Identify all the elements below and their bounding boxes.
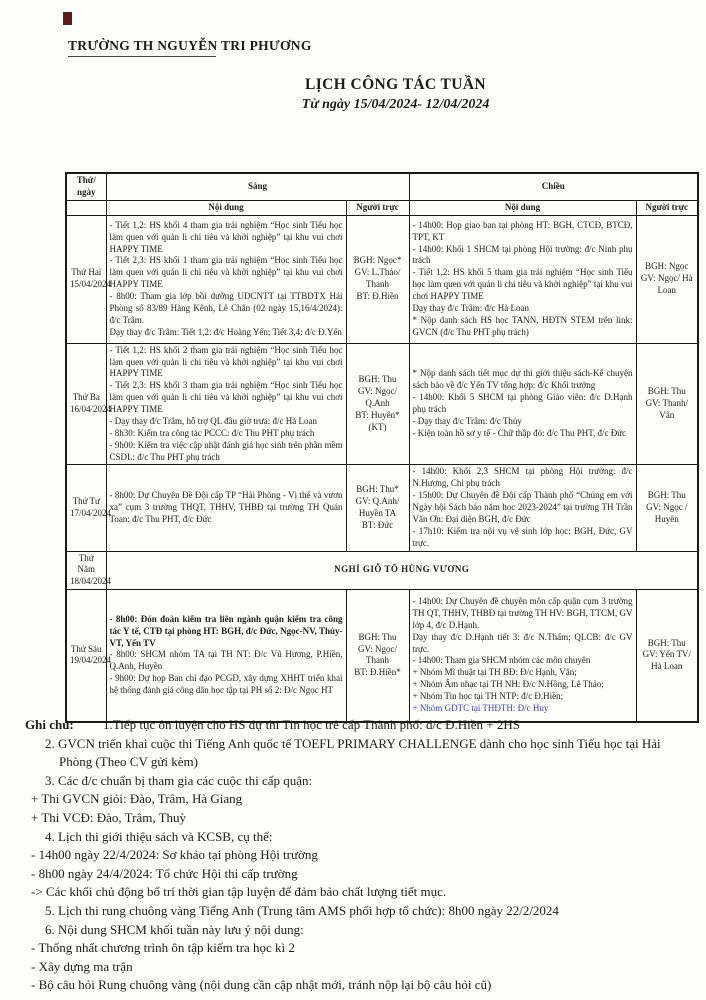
content-cell	[409, 590, 636, 722]
schedule-line: - Dạy thay đ/c Trâm, hỗ trợ QL đầu giờ trưa: đ/c Hà Loan	[109, 415, 318, 426]
note-item: 3. Các đ/c chuẩn bị tham gia các cuộc thi cấp quận:	[45, 772, 313, 788]
duty-line: GV: Q.Anh/ Huyền TA	[355, 496, 400, 518]
schedule-line: - Dạy thay đ/c Trâm: đ/c Thủy	[412, 415, 522, 426]
duty-line: GV: Ngọc/ Thanh	[357, 643, 398, 666]
schedule-line: - 8h00: Tham gia lớp bồi dưỡng UDCNTT tại TTBDTX Hải Phòng số 83/89 Hàng Kênh, Lê Chân (02 ngày 15,16/4/2024): đ/c Trâm.	[109, 291, 343, 325]
schedule-line: Dạy thay đ/c Trâm: Tiết 1,2: đ/c Hoàng Yến; Tiết 3,4: đ/c Đ.Yến	[109, 326, 342, 337]
notes-section	[25, 716, 692, 995]
note-item: - 8h00 ngày 24/4/2024: Tổ chức Hội thi cấp trường	[31, 865, 298, 881]
schedule-line: - 8h00: Đón đoàn kiểm tra liên ngành quận kiểm tra công tác Y tế, CTĐ tại phòng HT: BGH, đ/c Đức, Ngọc-NV, Thủy-VT, Yến TV	[109, 613, 343, 648]
day-cell	[66, 343, 112, 465]
schedule-line: + Nhóm Mĩ thuật tại TH BĐ: Đ/c Hạnh, Vân;	[412, 667, 577, 678]
day-cell	[66, 551, 112, 590]
notes-first-line	[25, 716, 692, 735]
duty-line: GV: Thanh/ Vân	[645, 398, 688, 420]
col-subheader-afternoon-duty: Người trực	[636, 200, 698, 215]
duty-line: BT: Đức	[361, 519, 394, 530]
duty-line: GV: L.Thảo/ Thanh	[354, 267, 401, 290]
day-name: Thứ Tư	[72, 496, 100, 507]
note-item: - Thống nhất chương trình ôn tập kiểm tra học kì 2	[31, 940, 295, 956]
day-date: 17/04/2024	[70, 507, 112, 518]
note-item: + Thi VCĐ: Đào, Trâm, Thuỳ	[31, 809, 187, 825]
duty-line: BT: Huyên* (KT)	[355, 409, 400, 432]
schedule-line: * Nộp danh sách HS học TANN, HĐTN STEM trên link: GVCN (đ/c Thu PHT phụ trách)	[412, 314, 633, 337]
page-title: LỊCH CÔNG TÁC TUẦN	[304, 76, 487, 93]
content-cell	[106, 465, 346, 551]
col-subheader-morning-content: Nội dung	[106, 200, 346, 215]
table-row	[66, 551, 698, 590]
duty-line: BGH: Thu	[647, 490, 686, 501]
duty-line: GV: Yến TV/ Hà Loan	[642, 649, 691, 672]
duty-cell	[346, 590, 409, 722]
schedule-line: + Nhóm Tin học tại TH NTP: đ/c Đ.Hiền;	[412, 691, 564, 701]
day-name: Thứ Sáu	[70, 643, 102, 654]
duty-line: BGH: Ngọc*	[353, 255, 402, 266]
day-cell	[66, 465, 112, 551]
schedule-line: - Tiết 1,2: HS khối 4 tham gia trải nghiệm “Học sinh Tiểu học làm quen với quản li chi tiêu và khởi nghiệp” tại khu vui chơi HAPPY TIME	[109, 219, 343, 254]
duty-cell	[636, 343, 698, 465]
note-item: 4. Lịch thi giới thiệu sách và KCSB, cụ thể:	[45, 828, 273, 844]
day-cell	[66, 215, 112, 343]
schedule-line: + Nhóm Âm nhạc tại TH NH: Đ/c N.Hồng, Lê Thảo;	[412, 679, 604, 690]
day-name: Thứ Năm	[77, 552, 95, 575]
table-row	[66, 465, 698, 551]
day-date: 19/04/2024	[70, 655, 112, 666]
schedule-line: - 15h00: Dự Chuyên đề Đội cấp Thành phố “Chúng em với Ngày hội Sách báo năm học 2023-2024” tại trường TH Trần Văn Ơn: Đại diện BGH, đ/c Đức	[412, 490, 633, 524]
duty-cell	[636, 215, 698, 343]
schedule-line: - 9h00: Dự họp Ban chỉ đạo PCGD, xây dựng XHHT triển khai hệ thống đánh giá công dân học tập tại PH số 2: Đ/c Ngọc HT	[109, 673, 343, 696]
duty-cell	[346, 343, 409, 465]
note-item: - Xây dựng ma trận	[31, 958, 133, 974]
schedule-line: - 8h00: SHCM nhóm TA tại TH NT: Đ/c Vũ Hương, P.Hiền, Q.Anh, Huyền	[109, 649, 343, 672]
table-row	[66, 215, 698, 343]
duty-line: BGH: Thu	[358, 374, 397, 385]
schedule-line: - Tiết 2,3: HS khối 3 tham gia trải nghiệm “Học sinh Tiểu học làm quen với quản li chi tiêu và khởi nghiệp” tại khu vui chơi HAPPY TIME	[109, 380, 343, 414]
schedule-rows	[66, 215, 698, 722]
col-header-afternoon: Chiều	[409, 173, 698, 200]
title-block	[85, 76, 706, 113]
duty-line: BT: Đ.Hiền*	[354, 667, 401, 678]
content-cell	[106, 590, 346, 722]
content-cell	[106, 215, 346, 343]
note-item: - 14h00 ngày 22/4/2024: Sơ khảo tại phòng Hội trường	[31, 847, 318, 863]
date-range: Từ ngày 15/04/2024- 12/04/2024	[301, 97, 490, 112]
schedule-line: - 14h00: Khối 2,3 SHCM tại phòng Hội trường: đ/c N.Hương, Chi phụ trách	[412, 466, 633, 489]
note-item: 1.Tiếp tục ôn luyện cho HS dự thi Tin học trẻ cấp Thành phố: đ/c Đ.Hiền + 2HS	[103, 717, 520, 732]
content-cell	[409, 215, 636, 343]
duty-line: BGH: Ngọc	[645, 261, 689, 272]
schedule-line: - Tiết 2,3: HS khối 1 tham gia trải nghiệm “Học sinh Tiểu học làm quen với quản li chi tiêu và khởi nghiệp” tại khu vui chơi HAPPY TIME	[109, 255, 343, 290]
schedule-line: - 14h00: Khối 5 SHCM tại phòng Giáo viên: đ/c D.Hạnh phụ trách	[412, 392, 633, 414]
duty-cell	[346, 465, 409, 551]
duty-line: GV: Ngọc/ Hà Loan	[640, 273, 693, 296]
note-item: 2. GVCN triển khai cuộc thi Tiếng Anh quốc tế TOEFL PRIMARY CHALLENGE dành cho học sinh Tiểu học tại Hải Phòng (Theo CV gửi kèm)	[45, 735, 661, 770]
holiday-cell: NGHỈ GIỖ TỔ HÙNG VƯƠNG	[106, 551, 698, 590]
schedule-table-header	[66, 173, 698, 215]
header-row-top	[66, 173, 698, 200]
schedule-line: - 9h00: Kiểm tra việc cập nhật đánh giá học sinh trên phần mềm CSDL: đ/c Thu PHT phụ trách	[109, 439, 343, 462]
duty-line: GV: Ngọc / Huyên	[646, 502, 688, 524]
note-item: - Bộ câu hỏi Rung chuông vàng (nội dung cần cập nhật mới, tránh nộp lại bộ câu hỏi cũ)	[31, 977, 492, 993]
day-date: 16/04/2024	[70, 404, 112, 414]
schedule-line: - Kiện toàn hồ sơ y tế - Chữ thập đỏ: đ/c Thu PHT, đ/c Đức	[412, 427, 627, 438]
schedule-line: - 8h30: Kiểm tra công tác PCCC: đ/c Thu PHT phụ trách	[109, 427, 315, 438]
notes-label: Ghi chú:	[25, 717, 74, 732]
schedule-line: - 14h00: Họp giao ban tại phòng HT: BGH, CTCĐ, BTCĐ, TPT, KT	[412, 219, 633, 242]
col-header-morning: Sáng	[106, 173, 409, 200]
duty-line: BGH: Thu	[647, 386, 686, 397]
col-subheader-afternoon-content: Nội dung	[409, 200, 636, 215]
duty-line: BGH: Thu	[647, 637, 686, 648]
day-name: Thứ Hai	[71, 267, 102, 278]
schedule-line: - Tiết 1,2: HS khối 2 tham gia trải nghiệm “Học sinh Tiểu học làm quen với quản li chi tiêu và khởi nghiệp” tại khu vui chơi HAPPY TIME	[109, 344, 343, 379]
schedule-line: - 17h10: Kiểm tra nội vụ vệ sinh lớp học: BGH, Đức, GV trực.	[412, 525, 633, 548]
notes-list	[25, 735, 692, 995]
schedule-line: - Tiết 1,2: HS khối 5 tham gia trải nghiệm “Học sinh Tiểu học làm quen với quản li chi tiêu và khởi nghiệp” tại khu vui chơi HAPPY TIME	[412, 267, 633, 301]
day-date: 18/04/2024	[70, 576, 112, 587]
duty-line: GV: Ngọc/ Q.Anh	[357, 386, 398, 409]
duty-line: BGH: Thu*	[356, 484, 399, 495]
school-name: TRƯỜNG TH NGUYỄN TRI PHƯƠNG	[68, 38, 312, 57]
table-row	[66, 343, 698, 465]
duty-cell	[636, 465, 698, 551]
duty-cell	[346, 215, 409, 343]
header-row-sub	[66, 200, 698, 215]
scan-artifact-mark	[63, 12, 72, 25]
day-name: Thứ Ba	[72, 392, 100, 403]
duty-line: BT: Đ.Hiền	[356, 291, 399, 301]
content-cell	[409, 465, 636, 551]
content-cell	[409, 343, 636, 465]
duty-cell	[636, 590, 698, 722]
schedule-line: - 14h00: Dự Chuyên đề chuyên môn cấp quận cụm 3 trường TH QT, THHV, THBĐ tại trường TH HV: BGH, TTCM, GV lớp 4, đ/c D.Hạnh.	[412, 596, 633, 630]
note-item: 5. Lịch thi rung chuông vàng Tiếng Anh (Trung tâm AMS phối hợp tổ chức): 8h00 ngày 22/2/2024	[45, 902, 559, 918]
note-item: + Thi GVCN giỏi: Đào, Trâm, Hà Giang	[31, 791, 243, 807]
schedule-line: Dạy thay đ/c D.Hạnh tiết 3: đ/c N.Thấm; QLCB: đ/c GV trực.	[412, 631, 633, 654]
schedule-table	[65, 172, 699, 723]
col-header-day	[66, 173, 106, 200]
duty-line: BGH: Thu	[358, 631, 397, 642]
day-cell	[66, 590, 112, 722]
schedule-line: - 14h00: Tham gia SHCM nhóm các môn chuyên	[412, 655, 591, 666]
col-subheader-blank	[66, 200, 106, 215]
schedule-line: * Nộp danh sách tiết mục dự thi giới thiệu sách-Kể chuyện sách báo về đ/c Yến TV tổng hợp: đ/c Khối trưởng	[412, 368, 633, 391]
table-row	[66, 590, 698, 722]
day-date: 15/04/2024	[70, 279, 112, 290]
note-item: -> Các khối chủ động bố trí thời gian tập luyện để đảm bảo chất lượng tiết mục.	[31, 884, 447, 900]
schedule-line: - 14h00: Khối 1 SHCM tại phòng Hội trường: đ/c Ninh phụ trách	[412, 243, 633, 266]
schedule-line: + Nhóm GDTC tại THĐTH: Đ/c Huy	[412, 702, 549, 713]
schedule-line: Dạy thay đ/c Trâm: đ/c Hà Loan	[412, 302, 529, 313]
col-header-day-line1: Thứ/	[76, 175, 96, 185]
schedule-line: - 8h00: Dự Chuyên Đề Đội cấp TP “Hải Phòng - Vị thế và vươn xa” cụm 3 trường THQT, THHV, THBĐ tại trường TH Quán Toan: đ/c Thu PHT, đ/c Đức	[109, 490, 343, 524]
content-cell	[106, 343, 346, 465]
note-item: 6. Nội dung SHCM khối tuần này lưu ý nội dung:	[45, 921, 304, 937]
col-subheader-morning-duty: Người trực	[346, 200, 409, 215]
col-header-day-line2: ngày	[76, 186, 96, 197]
